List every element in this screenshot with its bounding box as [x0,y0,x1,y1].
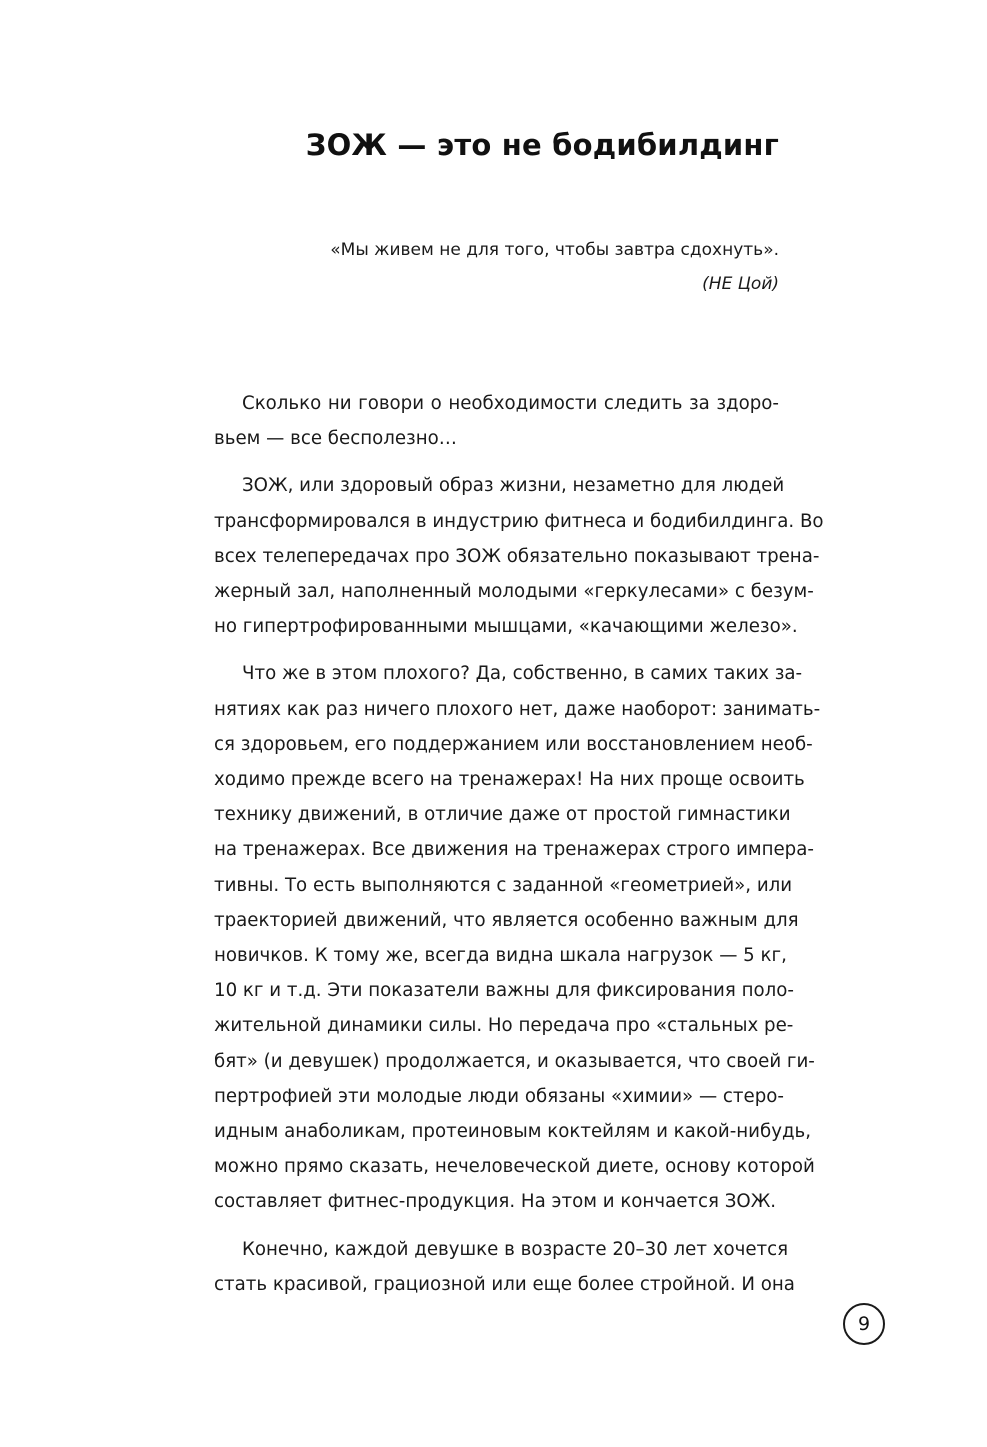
paragraph [214,1232,795,1302]
text-line: ЗОЖ, или здоровый образ жизни, незаметно для людей [242,475,785,497]
body-text [214,386,824,1314]
text-line: стать красивой, грациозной или еще более стройной. И она [214,1273,795,1295]
text-line: бят» (и девушек) продолжается, и оказывается, что своей ги- [214,1050,815,1072]
paragraph [214,468,824,644]
text-line: жительной динамики силы. Но передача про «стальных ре- [214,1015,794,1037]
paragraph [214,386,779,456]
text-line: ся здоровьем, его поддержанием или восстановлением необ- [214,733,813,755]
text-line: жерный зал, наполненный молодыми «геркулесами» с безум- [214,581,814,603]
text-line: идным анаболикам, протеиновым коктейлям и какой-нибудь, [214,1121,812,1143]
paragraph [214,656,821,1219]
text-line: ходимо прежде всего на тренажерах! На них проще освоить [214,769,805,791]
text-line: но гипертрофированными мышцами, «качающими железо». [214,616,798,638]
text-line: всех телепередачах про ЗОЖ обязательно показывают трена- [214,545,820,567]
text-line: Сколько ни говори о необходимости следить за здоро- [242,393,779,414]
page-number: 9 [843,1303,885,1345]
text-line: можно прямо сказать, нечеловеческой диете, основу которой [214,1156,815,1178]
text-line: на тренажерах. Все движения на тренажерах строго импера- [214,839,814,861]
chapter-title: ЗОЖ — это не бодибилдинг [305,128,779,162]
text-line: вьем — все бесполезно… [214,428,457,450]
text-line: траекторией движений, что является особенно важным для [214,909,799,931]
text-line: тивны. То есть выполняются с заданной «геометрией», или [214,874,793,896]
epigraph-quote: «Мы живем не для того, чтобы завтра сдохнуть». [330,240,779,260]
epigraph-author: (НЕ Цой) [702,274,779,294]
text-line: составляет фитнес-продукция. На этом и кончается ЗОЖ. [214,1191,777,1213]
text-line: технику движений, в отличие даже от простой гимнастики [214,804,791,826]
text-line: Конечно, каждой девушке в возрасте 20–30 лет хочется [242,1238,789,1260]
text-line: пертрофией эти молодые люди обязаны «химии» — стеро- [214,1085,784,1107]
epigraph [330,233,779,301]
text-line: трансформировался в индустрию фитнеса и бодибилдинга. Во [214,510,824,532]
text-line: нятиях как раз ничего плохого нет, даже наоборот: занимать- [214,698,821,720]
text-line: новичков. К тому же, всегда видна шкала нагрузок — 5 кг, [214,945,787,967]
text-line: 10 кг и т.д. Эти показатели важны для фиксирования поло- [214,980,794,1002]
text-line: Что же в этом плохого? Да, собственно, в самих таких за- [242,663,803,685]
